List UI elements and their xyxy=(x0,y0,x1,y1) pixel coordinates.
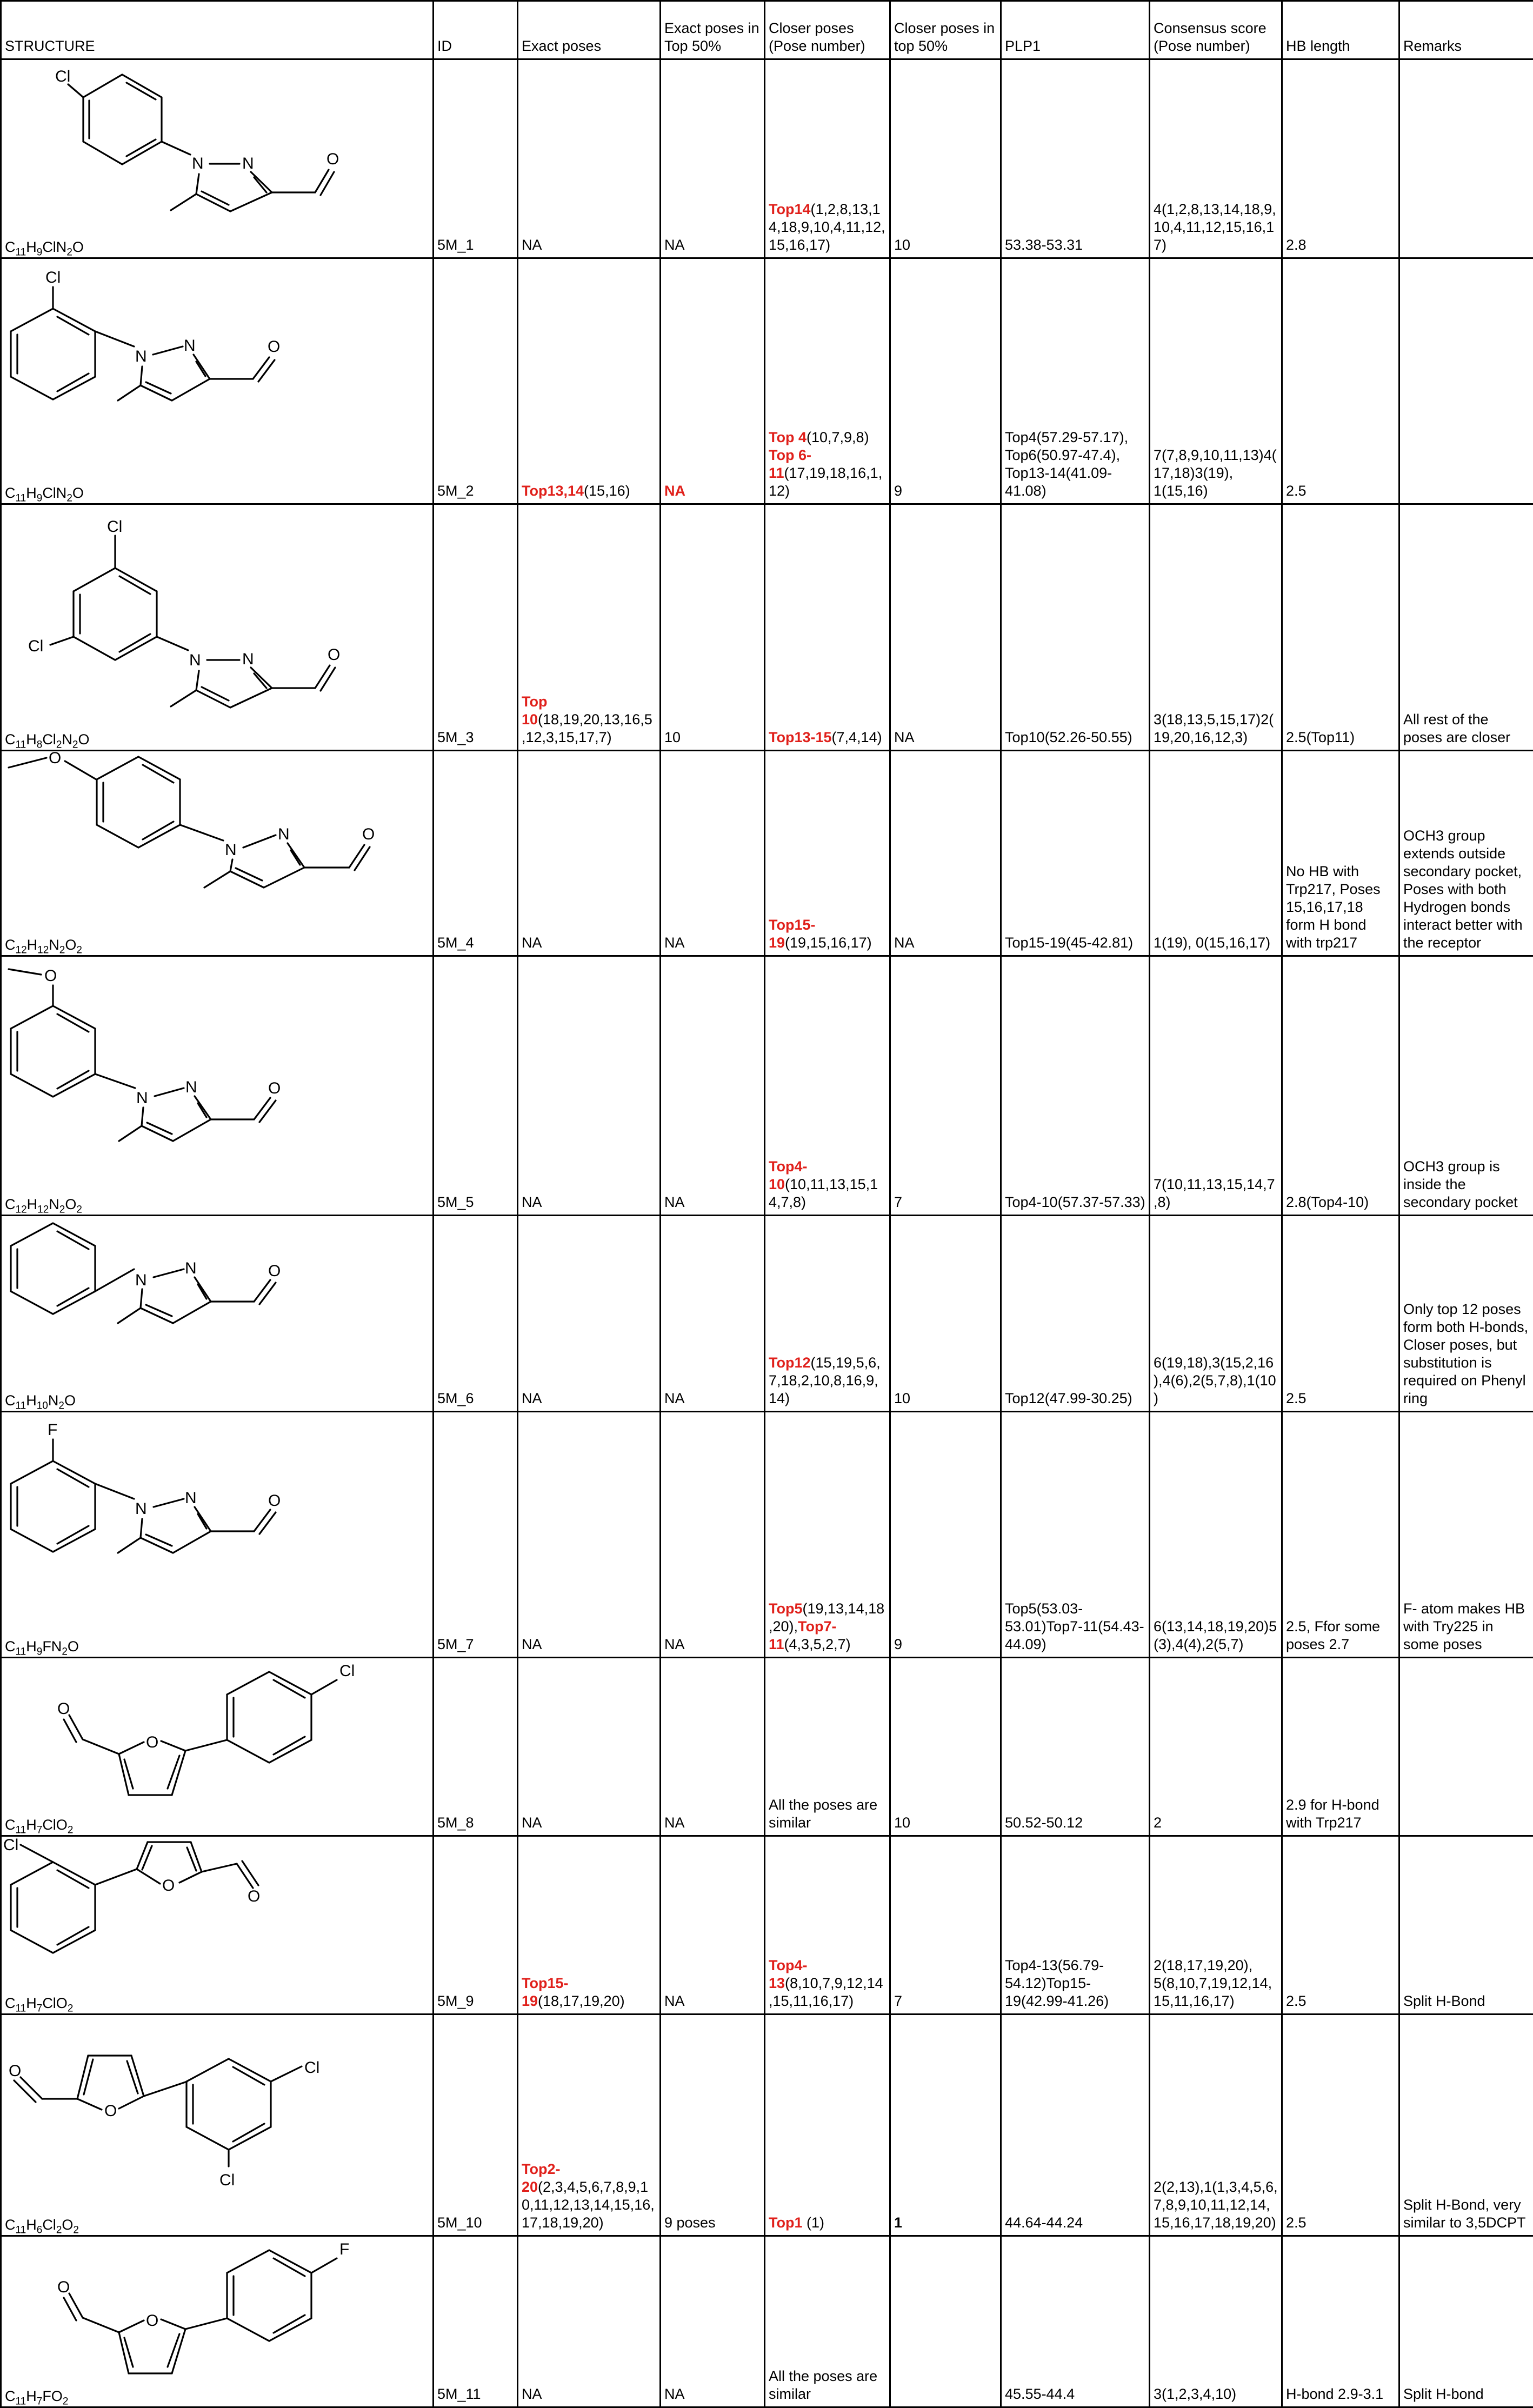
hb-length-cell: 2.5 xyxy=(1282,1216,1399,1412)
molecule-drawing xyxy=(2,2237,434,2406)
hb-length-cell: 2.5, Ffor some poses 2.7 xyxy=(1282,1412,1399,1658)
exact-poses-cell: Top 10(18,19,20,13,16,5,12,3,15,17,7) xyxy=(518,504,661,751)
exact-top50-cell: NA xyxy=(661,956,765,1216)
plp1-cell: 45.55-44.4 xyxy=(1001,2236,1150,2407)
atom-label: N xyxy=(225,841,237,859)
atom-label: Cl xyxy=(45,269,61,286)
structure-cell xyxy=(1,2015,434,2236)
molecule-drawing xyxy=(2,259,434,503)
remarks-cell xyxy=(1399,59,1533,258)
closer-top50-cell: 1 xyxy=(890,2015,1001,2236)
closer-top50-cell: NA xyxy=(890,751,1001,956)
consensus-cell: 2(2,13),1(1,3,4,5,6,7,8,9,10,11,12,14,15,16,17,18,19,20) xyxy=(1150,2015,1282,2236)
atom-label: N xyxy=(189,651,201,669)
exact-poses-cell: NA xyxy=(518,956,661,1216)
exact-poses-cell: NA xyxy=(518,1658,661,1836)
structure-cell xyxy=(1,2236,434,2407)
molecule-drawing xyxy=(2,60,434,257)
atom-label: O xyxy=(146,1733,158,1751)
header-row xyxy=(1,1,1533,59)
header-exact-poses: Exact poses xyxy=(518,1,661,59)
exact-poses-cell: Top2-20(2,3,4,5,6,7,8,9,10,11,12,13,14,15,16,17,18,19,20) xyxy=(518,2015,661,2236)
atom-label: Cl xyxy=(219,2171,235,2189)
atom-label: N xyxy=(192,155,204,172)
remarks-cell xyxy=(1399,1658,1533,1836)
exact-poses-cell: NA xyxy=(518,1412,661,1658)
atom-label: O xyxy=(268,1262,281,1280)
plp1-cell: Top4(57.29-57.17), Top6(50.97-47.4), Top13-14(41.09-41.08) xyxy=(1001,258,1150,504)
exact-top50-cell: NA xyxy=(661,1658,765,1836)
molecular-formula: $C_{11}H_{10}N_2O$ xyxy=(5,1392,76,1409)
consensus-cell: 1(19), 0(15,16,17) xyxy=(1150,751,1282,956)
id-cell: 5M_3 xyxy=(434,504,518,751)
remarks-cell: Split H-bond xyxy=(1399,2236,1533,2407)
atom-label: N xyxy=(185,1259,197,1277)
structure-cell xyxy=(1,751,434,956)
remarks-cell xyxy=(1399,258,1533,504)
header-structure: STRUCTURE xyxy=(1,1,434,59)
structure-cell xyxy=(1,59,434,258)
exact-top50-cell: NA xyxy=(661,258,765,504)
header-exact-top50: Exact poses in Top 50% xyxy=(661,1,765,59)
hb-length-cell: 2.9 for H-bond with Trp217 xyxy=(1282,1658,1399,1836)
hb-length-cell: 2.8(Top4-10) xyxy=(1282,956,1399,1216)
atom-label: O xyxy=(104,2102,117,2120)
hb-length-cell: No HB with Trp217, Poses 15,16,17,18 form H bond with trp217 xyxy=(1282,751,1399,956)
closer-top50-cell: 9 xyxy=(890,1412,1001,1658)
atom-label: O xyxy=(44,967,57,985)
atom-label: O xyxy=(57,2278,70,2296)
exact-poses-cell: NA xyxy=(518,59,661,258)
closer-top50-cell: 10 xyxy=(890,1658,1001,1836)
structure-cell xyxy=(1,258,434,504)
hb-length-cell: 2.5(Top11) xyxy=(1282,504,1399,751)
atom-label: Cl xyxy=(339,1662,355,1680)
atom-label: N xyxy=(136,1089,148,1107)
table-row xyxy=(1,258,1533,504)
molecule-drawing xyxy=(2,1216,434,1411)
table-row xyxy=(1,2236,1533,2407)
exact-top50-cell: NA xyxy=(661,1836,765,2015)
atom-label: O xyxy=(362,825,375,843)
remarks-cell: Only top 12 poses form both H-bonds, Closer poses, but substitution is required on Phenyl ring xyxy=(1399,1216,1533,1412)
closer-top50-cell: 10 xyxy=(890,59,1001,258)
molecular-formula: $C_{11}H_7ClO_2$ xyxy=(5,1995,73,2011)
closer-top50-cell: 7 xyxy=(890,956,1001,1216)
id-cell: 5M_5 xyxy=(434,956,518,1216)
atom-label: O xyxy=(162,1877,175,1895)
consensus-cell: 4(1,2,8,13,14,18,9,10,4,11,12,15,16,17) xyxy=(1150,59,1282,258)
atom-label: N xyxy=(185,1078,197,1096)
atom-label: O xyxy=(268,338,280,356)
plp1-cell: Top4-10(57.37-57.33) xyxy=(1001,956,1150,1216)
exact-poses-cell: NA xyxy=(518,751,661,956)
header-id: ID xyxy=(434,1,518,59)
closer-poses-cell: Top13-15(7,4,14) xyxy=(765,504,890,751)
molecule-drawing xyxy=(2,2015,434,2235)
plp1-cell: 53.38-53.31 xyxy=(1001,59,1150,258)
atom-label: O xyxy=(146,2312,158,2330)
molecular-formula: $C_{11}H_9ClN_2O$ xyxy=(5,239,84,255)
atom-label: O xyxy=(268,1492,281,1510)
structure-cell xyxy=(1,1216,434,1412)
header-closer-top50: Closer poses in top 50% xyxy=(890,1,1001,59)
header-hb-length: HB length xyxy=(1282,1,1399,59)
atom-label: Cl xyxy=(3,1837,18,1854)
remarks-cell: Split H-Bond, very similar to 3,5DCPT xyxy=(1399,2015,1533,2236)
closer-top50-cell: 9 xyxy=(890,258,1001,504)
molecule-drawing xyxy=(2,751,434,955)
header-closer-poses: Closer poses (Pose number) xyxy=(765,1,890,59)
table-row xyxy=(1,1216,1533,1412)
exact-top50-cell: NA xyxy=(661,1216,765,1412)
atom-label: Cl xyxy=(304,2059,319,2077)
id-cell: 5M_7 xyxy=(434,1412,518,1658)
plp1-cell: Top5(53.03-53.01)Top7-11(54.43-44.09) xyxy=(1001,1412,1150,1658)
closer-poses-cell: Top12(15,19,5,6,7,18,2,10,8,16,9,14) xyxy=(765,1216,890,1412)
structure-cell xyxy=(1,1412,434,1658)
closer-poses-cell: Top4-13(8,10,7,9,12,14,15,11,16,17) xyxy=(765,1836,890,2015)
exact-top50-cell: NA xyxy=(661,751,765,956)
atom-label: N xyxy=(278,825,290,843)
id-cell: 5M_8 xyxy=(434,1658,518,1836)
id-cell: 5M_6 xyxy=(434,1216,518,1412)
atom-label: O xyxy=(326,150,339,168)
hb-length-cell: 2.5 xyxy=(1282,258,1399,504)
molecule-drawing xyxy=(2,1837,434,2013)
id-cell: 5M_11 xyxy=(434,2236,518,2407)
atom-label: O xyxy=(268,1079,281,1097)
exact-top50-cell: NA xyxy=(661,59,765,258)
hb-length-cell: H-bond 2.9-3.1 xyxy=(1282,2236,1399,2407)
atom-label: Cl xyxy=(28,637,43,655)
closer-top50-cell: 10 xyxy=(890,1216,1001,1412)
molecular-formula: $C_{11}H_8Cl_2N_2O$ xyxy=(5,731,89,748)
consensus-cell: 6(19,18),3(15,2,16),4(6),2(5,7,8),1(10) xyxy=(1150,1216,1282,1412)
atom-label: O xyxy=(248,1887,260,1905)
remarks-cell: OCH3 group extends outside secondary pocket, Poses with both Hydrogen bonds interact better with the receptor xyxy=(1399,751,1533,956)
exact-top50-cell: NA xyxy=(661,1412,765,1658)
closer-poses-cell: Top14(1,2,8,13,14,18,9,10,4,11,12,15,16,17) xyxy=(765,59,890,258)
molecular-formula: $C_{11}H_7ClO_2$ xyxy=(5,1817,73,1833)
molecular-formula: $C_{11}H_9ClN_2O$ xyxy=(5,485,84,501)
id-cell: 5M_2 xyxy=(434,258,518,504)
remarks-cell: F- atom makes HB with Try225 in some poses xyxy=(1399,1412,1533,1658)
id-cell: 5M_10 xyxy=(434,2015,518,2236)
exact-poses-cell: NA xyxy=(518,2236,661,2407)
closer-poses-cell: Top4-10(10,11,13,15,14,7,8) xyxy=(765,956,890,1216)
closer-top50-cell xyxy=(890,2236,1001,2407)
molecule-drawing xyxy=(2,1658,434,1835)
atom-label: N xyxy=(135,1271,147,1289)
hb-length-cell: 2.5 xyxy=(1282,2015,1399,2236)
header-remarks: Remarks xyxy=(1399,1,1533,59)
exact-poses-cell: Top13,14(15,16) xyxy=(518,258,661,504)
closer-poses-cell: Top5(19,13,14,18,20),Top7-11(4,3,5,2,7) xyxy=(765,1412,890,1658)
plp1-cell: Top12(47.99-30.25) xyxy=(1001,1216,1150,1412)
molecular-formula: $C_{11}H_9FN_2O$ xyxy=(5,1638,79,1655)
plp1-cell: Top10(52.26-50.55) xyxy=(1001,504,1150,751)
molecule-drawing xyxy=(2,1412,434,1657)
atom-label: N xyxy=(242,155,254,172)
consensus-cell: 2 xyxy=(1150,1658,1282,1836)
header-plp1: PLP1 xyxy=(1001,1,1150,59)
table-row xyxy=(1,1412,1533,1658)
atom-label: Cl xyxy=(55,68,70,85)
hb-length-cell: 2.8 xyxy=(1282,59,1399,258)
molecule-drawing xyxy=(2,505,434,750)
atom-label: F xyxy=(339,2240,349,2258)
exact-poses-cell: Top15-19(18,17,19,20) xyxy=(518,1836,661,2015)
consensus-cell: 3(18,13,5,15,17)2(19,20,16,12,3) xyxy=(1150,504,1282,751)
atom-label: O xyxy=(328,646,340,664)
table-row xyxy=(1,504,1533,751)
structure-cell xyxy=(1,956,434,1216)
plp1-cell: Top4-13(56.79-54.12)Top15-19(42.99-41.26) xyxy=(1001,1836,1150,2015)
exact-top50-cell: NA xyxy=(661,2236,765,2407)
id-cell: 5M_9 xyxy=(434,1836,518,2015)
closer-poses-cell: Top15-19(19,15,16,17) xyxy=(765,751,890,956)
remarks-cell: All rest of the poses are closer xyxy=(1399,504,1533,751)
structure-cell xyxy=(1,504,434,751)
closer-poses-cell: All the poses are similar xyxy=(765,2236,890,2407)
molecular-formula: $C_{12}H_{12}N_2O_2$ xyxy=(5,1196,82,1212)
molecular-formula: $C_{12}H_{12}N_2O_2$ xyxy=(5,937,82,953)
atom-label: O xyxy=(9,2062,21,2080)
id-cell: 5M_4 xyxy=(434,751,518,956)
atom-label: O xyxy=(49,751,61,767)
table-row xyxy=(1,1836,1533,2015)
remarks-cell: Split H-Bond xyxy=(1399,1836,1533,2015)
molecular-formula: $C_{11}H_7FO_2$ xyxy=(5,2388,68,2404)
plp1-cell: 44.64-44.24 xyxy=(1001,2015,1150,2236)
plp1-cell: 50.52-50.12 xyxy=(1001,1658,1150,1836)
atom-label: N xyxy=(185,1489,197,1507)
exact-top50-cell: 9 poses xyxy=(661,2015,765,2236)
table-row xyxy=(1,751,1533,956)
molecular-formula: $C_{11}H_6Cl_2O_2$ xyxy=(5,2217,79,2233)
closer-poses-cell: All the poses are similar xyxy=(765,1658,890,1836)
structure-cell xyxy=(1,1836,434,2015)
consensus-cell: 7(10,11,13,15,14,7,8) xyxy=(1150,956,1282,1216)
atom-label: N xyxy=(242,650,254,668)
exact-top50-cell: 10 xyxy=(661,504,765,751)
id-cell: 5M_1 xyxy=(434,59,518,258)
structure-cell xyxy=(1,1658,434,1836)
atom-label: N xyxy=(135,348,147,365)
table-row xyxy=(1,956,1533,1216)
exact-poses-cell: NA xyxy=(518,1216,661,1412)
atom-label: O xyxy=(57,1700,70,1718)
hb-length-cell: 2.5 xyxy=(1282,1836,1399,2015)
consensus-cell: 6(13,14,18,19,20)5(3),4(4),2(5,7) xyxy=(1150,1412,1282,1658)
atom-label: N xyxy=(184,337,196,355)
consensus-cell: 3(1,2,3,4,10) xyxy=(1150,2236,1282,2407)
plp1-cell: Top15-19(45-42.81) xyxy=(1001,751,1150,956)
closer-top50-cell: NA xyxy=(890,504,1001,751)
table-row xyxy=(1,59,1533,258)
atom-label: F xyxy=(48,1421,57,1439)
consensus-cell: 7(7,8,9,10,11,13)4(17,18)3(19), 1(15,16) xyxy=(1150,258,1282,504)
closer-top50-cell: 7 xyxy=(890,1836,1001,2015)
table-row xyxy=(1,2015,1533,2236)
closer-poses-cell: Top 4(10,7,9,8) Top 6-11(17,19,18,16,1,12) xyxy=(765,258,890,504)
molecule-drawing xyxy=(2,957,434,1215)
closer-poses-cell: Top1 (1) xyxy=(765,2015,890,2236)
header-consensus: Consensus score (Pose number) xyxy=(1150,1,1282,59)
consensus-cell: 2(18,17,19,20), 5(8,10,7,19,12,14,15,11,16,17) xyxy=(1150,1836,1282,2015)
atom-label: Cl xyxy=(107,518,122,536)
table-row xyxy=(1,1658,1533,1836)
atom-label: N xyxy=(135,1500,147,1518)
remarks-cell: OCH3 group is inside the secondary pocket xyxy=(1399,956,1533,1216)
